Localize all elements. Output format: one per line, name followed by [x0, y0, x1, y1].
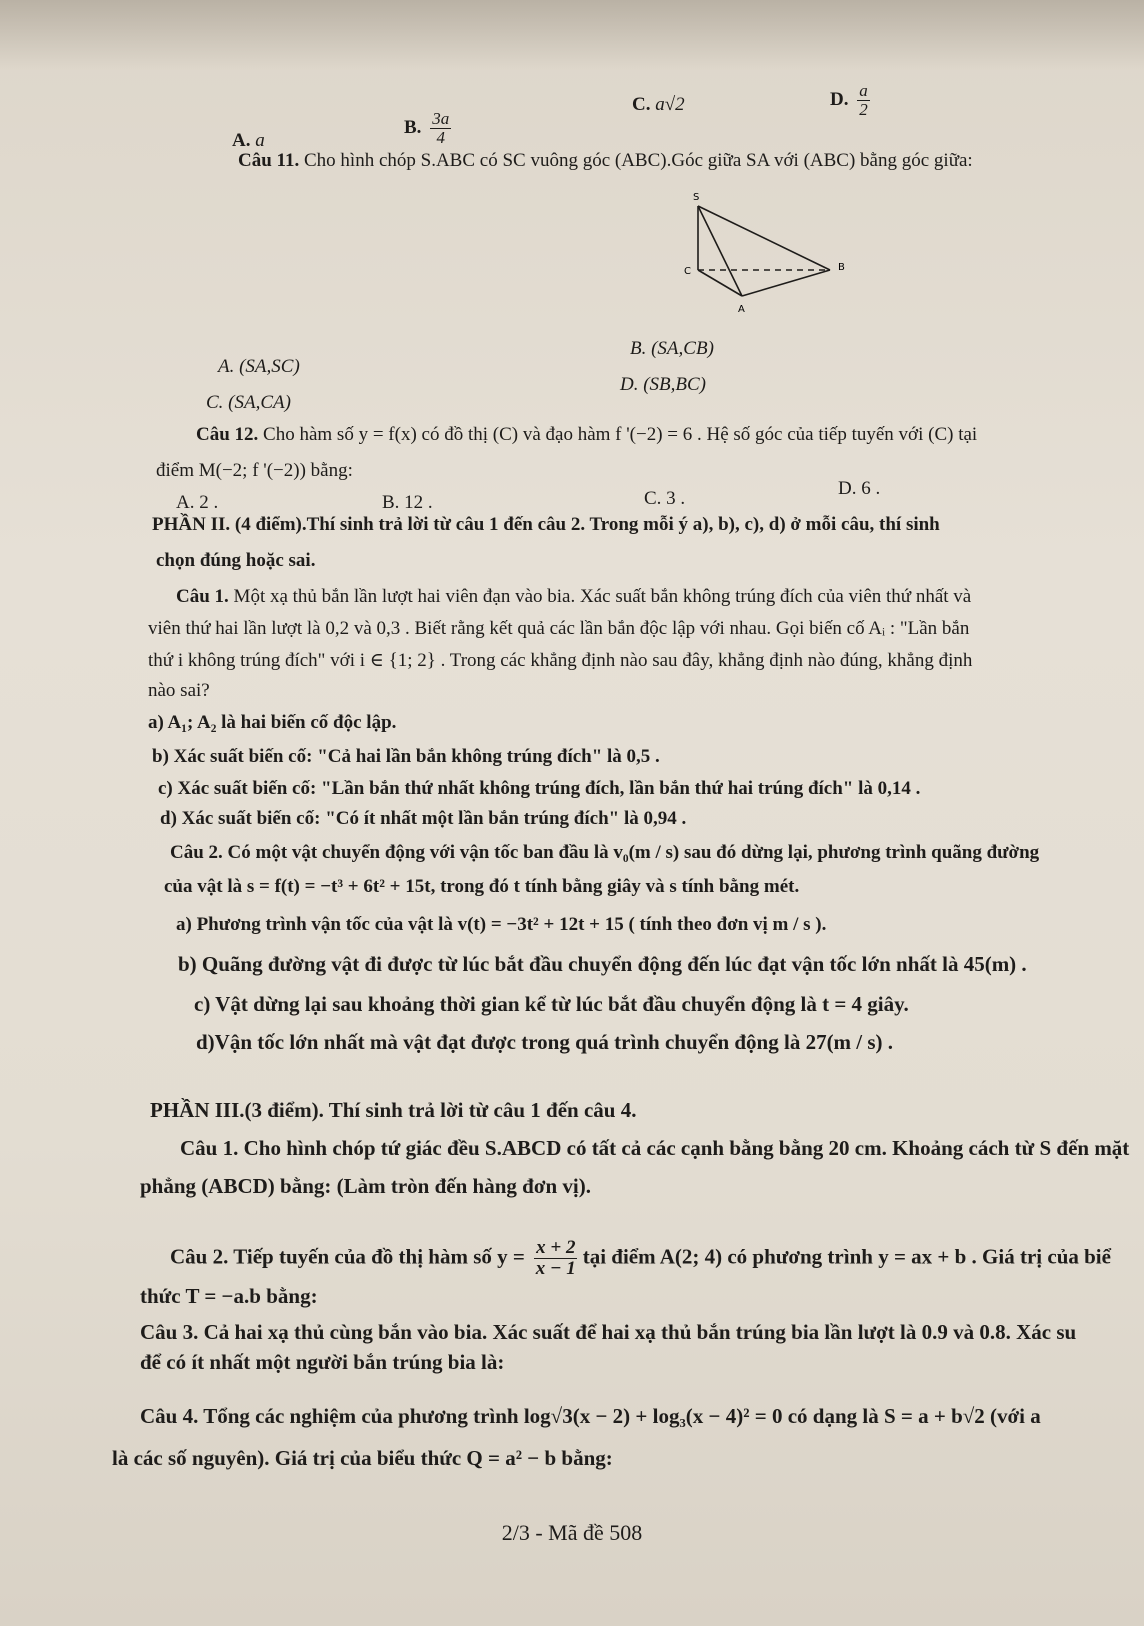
part2-heading2: chọn đúng hoặc sai.: [156, 550, 316, 571]
part2-q1-line3: thứ i không trúng đích" với i ∈ {1; 2} . Trong các khẳng định nào sau đây, khẳng định nào đúng, khẳng định: [148, 650, 973, 671]
q11-option-b: B. (SA,CB): [630, 338, 714, 359]
part2-q1-line4: nào sai?: [148, 680, 210, 701]
q12-option-d: D. 6 .: [838, 478, 881, 499]
label-s: S: [693, 192, 700, 203]
part3-q1-line1: Câu 1. Cho hình chóp tứ giác đều S.ABCD có tất cả các cạnh bằng bằng 20 cm. Khoảng cách từ S đến mặt: [180, 1136, 1130, 1160]
label-c: C: [684, 266, 691, 277]
q11-text: Câu 11. Cho hình chóp S.ABC có SC vuông góc (ABC).Góc giữa SA với (ABC) bằng góc giữa:: [238, 150, 973, 171]
q11-option-a: A. (SA,SC): [218, 356, 300, 377]
q12-line2: điểm M(−2; f '(−2)) bằng:: [156, 460, 353, 481]
part3-q2-line2: thức T = −a.b bằng:: [140, 1284, 318, 1308]
part3-q2-line1: Câu 2. Tiếp tuyến của đồ thị hàm số y = $\frac{x + 2}{x - 1}$ tại điểm A(2; 4) có phương trình y = ax + b . Giá trị của biể: [170, 1237, 1111, 1279]
part2-q1-c: c) Xác suất biến cố: "Lần bắn thứ nhất không trúng đích, lần bắn thứ hai trúng đích" là 0,14 .: [158, 778, 921, 799]
part2-q2-c: c) Vật dừng lại sau khoảng thời gian kể từ lúc bắt đầu chuyển động là t = 4 giây.: [194, 992, 909, 1016]
pyramid-figure: [660, 188, 860, 318]
part3-heading: PHẦN III.(3 điểm). Thí sinh trả lời từ câu 1 đến câu 4.: [150, 1098, 637, 1122]
label-a: A: [738, 304, 745, 315]
q11-option-c: C. (SA,CA): [206, 392, 291, 413]
q10-option-a: A. a: [232, 130, 265, 151]
part2-q1-line1: Câu 1. Một xạ thủ bắn lần lượt hai viên đạn vào bia. Xác suất bắn không trúng đích của viên thứ nhất và: [176, 586, 972, 607]
part2-q1-line2: viên thứ hai lần lượt là 0,2 và 0,3 . Biết rằng kết quả các lần bắn độc lập với nhau. Gọi biến cố Aᵢ : "Lần bắn: [148, 618, 970, 639]
top-shadow: [0, 0, 1144, 70]
q10-option-d: D. $\frac{a}{2}$: [830, 81, 868, 119]
q10-option-c: C. a√2: [632, 94, 685, 115]
q12-line1: Câu 12. Cho hàm số y = f(x) có đồ thị (C) và đạo hàm f '(−2) = 6 . Hệ số góc của tiếp tuyến với (C) tại: [196, 424, 978, 445]
q12-option-a: A. 2 .: [176, 492, 219, 513]
part3-q3-line2: để có ít nhất một người bắn trúng bia là:: [140, 1350, 505, 1374]
part2-q2-line1: Câu 2. Có một vật chuyển động với vận tốc ban đầu là v₀(m / s) sau đó dừng lại, phương trình quãng đường: [170, 842, 1040, 863]
part2-q2-line2: của vật là s = f(t) = −t³ + 6t² + 15t, trong đó t tính bằng giây và s tính bằng mét.: [164, 876, 800, 897]
page-footer: 2/3 - Mã đề 508: [501, 1520, 643, 1545]
part3-q1-line2: phẳng (ABCD) bằng: (Làm tròn đến hàng đơn vị).: [140, 1174, 591, 1198]
part2-q1-d: d) Xác suất biến cố: "Có ít nhất một lần bắn trúng đích" là 0,94 .: [160, 808, 687, 829]
part2-q2-b: b) Quãng đường vật đi được từ lúc bắt đầu chuyển động đến lúc đạt vận tốc lớn nhất là 45(m) .: [178, 952, 1027, 976]
part2-q1-a: a) A₁; A₂ là hai biến cố độc lập.: [148, 712, 397, 733]
part3-q3-line1: Câu 3. Cả hai xạ thủ cùng bắn vào bia. Xác suất để hai xạ thủ bắn trúng bia lần lượt là 0.9 và 0.8. Xác su: [140, 1320, 1077, 1344]
part3-q4-line1: Câu 4. Tổng các nghiệm của phương trình log√3(x − 2) + log₃(x − 4)² = 0 có dạng là S = a + b√2 (với a: [140, 1404, 1041, 1428]
q10-option-b: B. $\frac{3a}{4}$: [404, 109, 450, 147]
part2-q2-a: a) Phương trình vận tốc của vật là v(t) = −3t² + 12t + 15 ( tính theo đơn vị m / s ).: [176, 914, 827, 935]
q12-option-b: B. 12 .: [382, 492, 433, 513]
part2-q2-d: d)Vận tốc lớn nhất mà vật đạt được trong quá trình chuyển động là 27(m / s) .: [196, 1030, 894, 1054]
part3-q4-line2: là các số nguyên). Giá trị của biểu thức Q = a² − b bằng:: [112, 1446, 613, 1470]
part2-heading: PHẦN II. (4 điểm).Thí sinh trả lời từ câu 1 đến câu 2. Trong mỗi ý a), b), c), d) ở mỗi câu, thí sinh: [152, 514, 940, 535]
q12-option-c: C. 3 .: [644, 488, 686, 509]
label-b: B: [838, 262, 845, 273]
q11-option-d: D. (SB,BC): [620, 374, 707, 395]
part2-q1-b: b) Xác suất biến cố: "Cả hai lần bắn không trúng đích" là 0,5 .: [152, 746, 660, 767]
